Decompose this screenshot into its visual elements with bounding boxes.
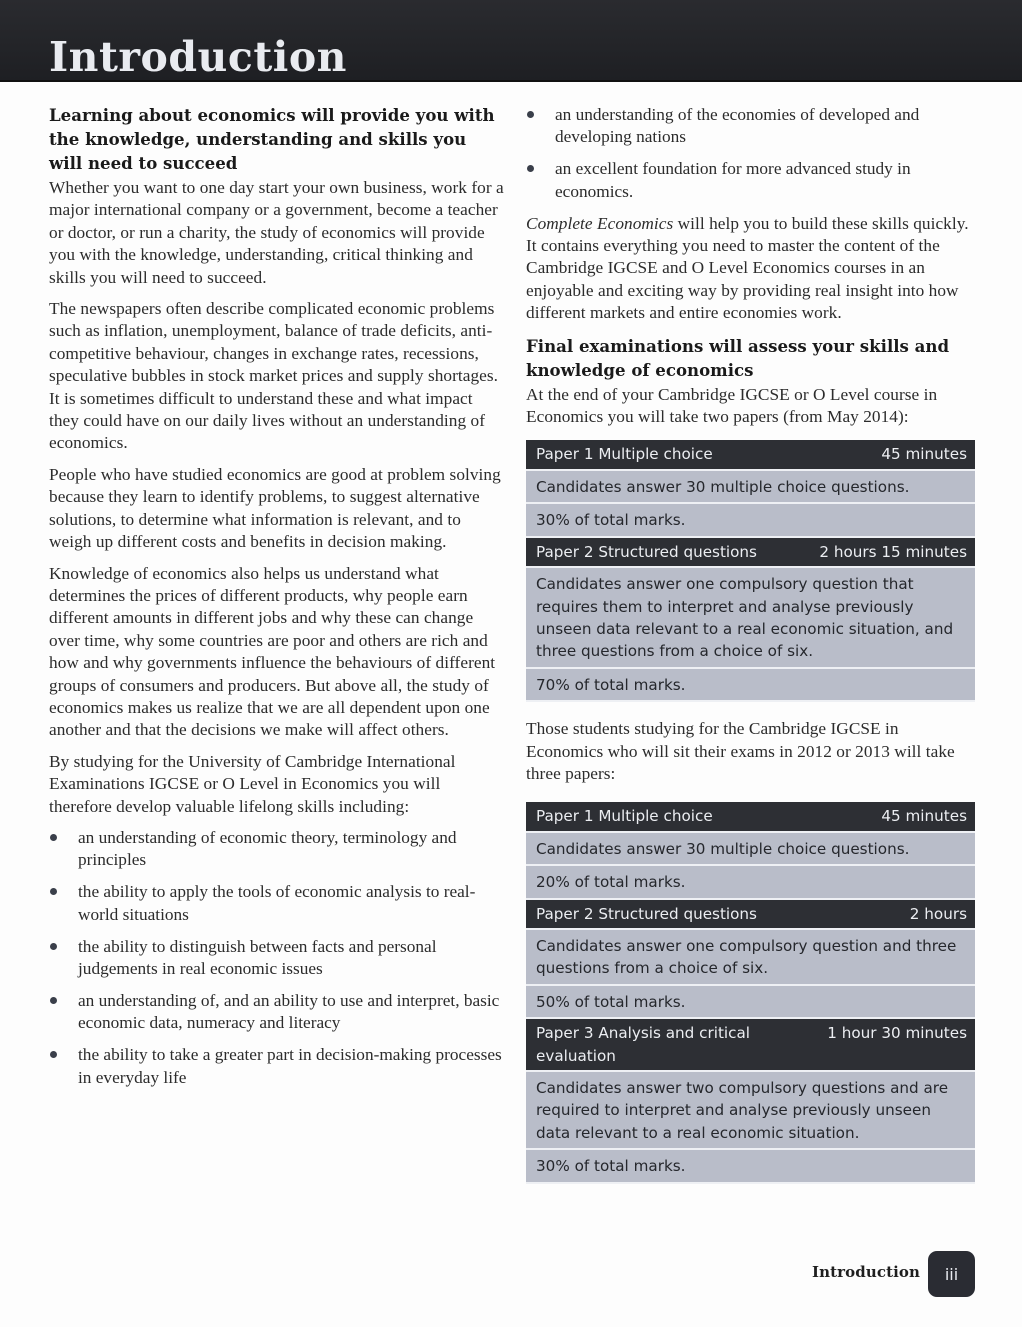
paragraph-exams-2014: At the end of your Cambridge IGCSE or O Level course in Economics you will take two papers (from May 2014): bbox=[526, 384, 938, 427]
paper-duration: 45 minutes bbox=[881, 445, 967, 464]
paragraph-problem-solving: People who have studied economics are good at problem solving because they learn to identify problems, to suggest alternative solutions, to determine what information is relevant, and to weigh up different costs and benefits in decision making. bbox=[49, 464, 501, 552]
paper-description: Candidates answer 30 multiple choice questions. bbox=[526, 471, 975, 504]
bullet-icon bbox=[50, 834, 57, 841]
list-item: the ability to apply the tools of economic analysis to real-world situations bbox=[49, 881, 504, 926]
exam-table-2012 bbox=[526, 802, 975, 1183]
book-title: Complete Economics bbox=[526, 213, 674, 233]
exam-table-2014 bbox=[526, 440, 975, 702]
section-heading-exams: Final examinations will assess your skills and knowledge of economics bbox=[526, 335, 950, 380]
paper-header bbox=[526, 1019, 975, 1072]
paper-header bbox=[526, 538, 975, 568]
paragraph-complete-economics: Complete Economics will help you to build these skills quickly. It contains everything you need to master the content of the Cambridge IGCSE and O Level Economics courses in an enjoyable and exciting way by providing real insight into how different markets and entire economies work. bbox=[526, 213, 969, 323]
paper-weight: 30% of total marks. bbox=[526, 1150, 975, 1183]
paper-name: Paper 1 Multiple choice bbox=[536, 445, 713, 464]
skills-list bbox=[49, 827, 504, 1089]
paper-weight: 70% of total marks. bbox=[526, 669, 975, 702]
list-item: the ability to distinguish between facts and personal judgements in real economic issues bbox=[49, 936, 504, 981]
paper-name: Paper 3 Analysis and critical evaluation bbox=[536, 1024, 750, 1065]
bullet-icon bbox=[527, 165, 534, 172]
bullet-icon bbox=[50, 888, 57, 895]
bullet-icon bbox=[527, 111, 534, 118]
paper-weight: 20% of total marks. bbox=[526, 866, 975, 899]
paper-description: Candidates answer one compulsory question and three questions from a choice of six. bbox=[526, 930, 975, 986]
left-column bbox=[49, 100, 504, 1099]
list-item: the ability to take a greater part in decision-making processes in everyday life bbox=[49, 1044, 504, 1089]
page-number-badge: iii bbox=[928, 1251, 975, 1297]
paper-description: Candidates answer 30 multiple choice questions. bbox=[526, 833, 975, 866]
skills-list-continued bbox=[526, 104, 976, 203]
list-item: an understanding of, and an ability to use and interpret, basic economic data, numeracy and literacy bbox=[49, 990, 504, 1035]
paper-name: Paper 1 Multiple choice bbox=[536, 807, 713, 826]
paragraph-studying: By studying for the University of Cambridge International Examinations IGCSE or O Level in Economics you will therefore develop valuable lifelong skills including: bbox=[49, 751, 456, 816]
paper-duration: 2 hours 15 minutes bbox=[819, 542, 967, 561]
paper-duration: 45 minutes bbox=[881, 807, 967, 826]
paper-name: Paper 2 Structured questions bbox=[536, 904, 757, 923]
list-item: an understanding of economic theory, terminology and principles bbox=[49, 827, 504, 872]
paper-duration: 2 hours bbox=[909, 904, 967, 923]
right-column bbox=[526, 100, 976, 1200]
paragraph-newspapers: The newspapers often describe complicated economic problems such as inflation, unemployment, balance of trade deficits, anti-competitive behaviour, changes in exchange rates, recessions, speculative bubbles in stock market prices and supply shortages. It is sometimes difficult to understand these and what impact they could have on our daily lives without an understanding of economics. bbox=[49, 299, 499, 453]
bullet-icon bbox=[50, 997, 57, 1004]
section-heading-learning: Learning about economics will provide you with the knowledge, understanding and skills you will need to succeed bbox=[49, 105, 495, 173]
paragraph-exams-2012: Those students studying for the Cambridge IGCSE in Economics who will sit their exams in 2012 or 2013 will take three papers: bbox=[526, 719, 955, 783]
paper-header bbox=[526, 900, 975, 930]
paragraph-intro: Whether you want to one day start your own business, work for a major international company or a government, become a teacher or doctor, or run a charity, the study of economics will provide you with the knowledge, understanding, critical thinking and skills you will need to succeed. bbox=[49, 178, 504, 287]
bullet-icon bbox=[50, 943, 57, 950]
paper-header bbox=[526, 802, 975, 832]
list-item: an excellent foundation for more advanced study in economics. bbox=[526, 158, 976, 203]
chapter-banner bbox=[0, 0, 1022, 82]
paper-description: Candidates answer two compulsory questions and are required to interpret and analyse previously unseen data relevant to a real economic situation. bbox=[526, 1072, 975, 1150]
paper-weight: 50% of total marks. bbox=[526, 986, 975, 1019]
paragraph-knowledge: Knowledge of economics also helps us understand what determines the prices of different products, why people earn different amounts in different jobs and why these can change over time, why some countries are poor and others are rich and how and why governments influence the behaviours of different groups of consumers and producers. But above all, the study of economics makes us realize that we are all dependent upon one another and that the decisions we make will affect others. bbox=[49, 563, 496, 740]
paper-header bbox=[526, 440, 975, 470]
paper-description: Candidates answer one compulsory question that requires them to interpret and analyse previously unseen data relevant to a real economic situation, and three questions from a choice of six. bbox=[526, 568, 975, 669]
bullet-icon bbox=[50, 1051, 57, 1058]
list-item: an understanding of the economies of developed and developing nations bbox=[526, 104, 976, 149]
footer-section-label: Introduction bbox=[812, 1263, 921, 1281]
paper-name: Paper 2 Structured questions bbox=[536, 542, 757, 561]
chapter-title: Introduction bbox=[49, 33, 347, 81]
paper-weight: 30% of total marks. bbox=[526, 504, 975, 537]
paper-duration: 1 hour 30 minutes bbox=[827, 1024, 967, 1043]
